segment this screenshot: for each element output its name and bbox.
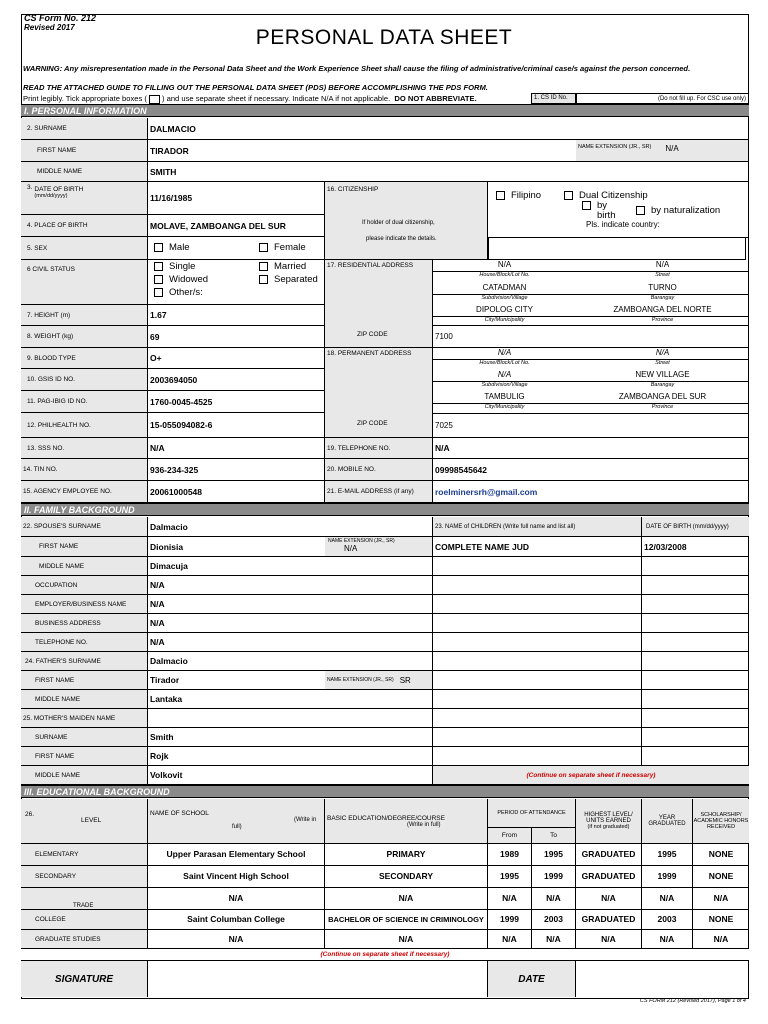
spouse-surname-label: 22. SPOUSE'S SURNAME (21, 517, 148, 537)
section-educational-background: III. EDUCATIONAL BACKGROUND (21, 785, 749, 798)
father-middle-name-label: MIDDLE NAME (21, 690, 148, 709)
children-label: 23. NAME of CHILDREN (Write full name and list all) (433, 517, 642, 537)
sex-label: 5. SEX (21, 237, 148, 260)
mother-first-name-label: FIRST NAME (21, 747, 148, 766)
edu-course-field[interactable]: N/A (325, 888, 488, 910)
perm-barangay-field[interactable]: NEW VILLAGE (635, 370, 690, 379)
edu-highest-field[interactable]: GRADUATED (576, 910, 642, 930)
spouse-first-name-label: FIRST NAME (21, 537, 148, 557)
cs-id-field[interactable]: (Do not fill up. For CSC use only) (576, 93, 749, 104)
mother-middle-name-field[interactable]: Volkovit (148, 766, 433, 785)
res-province-field[interactable]: ZAMBOANGA DEL NORTE (613, 305, 712, 314)
mother-first-name-field[interactable]: Rojk (148, 747, 433, 766)
perm-house-field[interactable]: N/A (497, 348, 512, 357)
agency-employee-label: 15. AGENCY EMPLOYEE NO. (21, 481, 148, 503)
child-dob-field[interactable] (642, 576, 749, 595)
edu-year-field[interactable]: N/A (642, 930, 693, 949)
citizenship-note: If holder of dual citizenship, (362, 220, 435, 226)
date-of-birth-field[interactable]: 11/16/1985 (148, 182, 325, 215)
country-instruction: Pls. indicate country: (586, 220, 660, 229)
child-name-field[interactable]: COMPLETE NAME JUD (433, 537, 642, 557)
perm-province-field[interactable]: ZAMBOANGA DEL SUR (618, 392, 707, 401)
permanent-address-label: 18. PERMANENT ADDRESS (325, 348, 433, 438)
child-name-field[interactable] (433, 709, 642, 728)
blood-type-label: 9. BLOOD TYPE (21, 348, 148, 369)
perm-street-sublabel: Street (655, 360, 670, 366)
signature-label: SIGNATURE (21, 961, 148, 997)
edu-highest-field[interactable]: N/A (576, 888, 642, 910)
edu-course-field[interactable]: SECONDARY (325, 866, 488, 888)
form-number: CS Form No. 212 Revised 2017 (24, 13, 97, 32)
res-city-field[interactable]: DIPOLOG CITY (476, 305, 533, 314)
edu-level-label: ELEMENTARY (21, 844, 148, 866)
edu-school-field[interactable]: N/A (148, 888, 325, 910)
edu-highest-field[interactable]: GRADUATED (576, 866, 642, 888)
edu-year-field[interactable]: N/A (642, 888, 693, 910)
father-first-name-label: FIRST NAME (21, 671, 148, 690)
separated-checkbox[interactable]: Separated (259, 274, 320, 296)
edu-honors-field[interactable]: N/A (693, 888, 749, 910)
edu-honors-field[interactable]: NONE (693, 866, 749, 888)
height-field[interactable]: 1.67 (148, 305, 325, 326)
subdivision-sublabel: Subdivision/Village (481, 295, 528, 301)
edu-to-field[interactable]: 2003 (532, 910, 576, 930)
weight-field[interactable]: 69 (148, 326, 325, 348)
height-label: 7. HEIGHT (m) (21, 305, 148, 326)
edu-honors-field[interactable]: N/A (693, 930, 749, 949)
father-surname-label: 24. FATHER'S SURNAME (21, 652, 148, 671)
single-checkbox[interactable]: Single (154, 261, 195, 272)
res-street-field[interactable]: N/A (655, 260, 670, 269)
print-instructions: Print legibly. Tick appropriate boxes ( ) and use separate sheet if necessary. Indicate N/A if not applicable. DO NOT ABBREVIATE. (23, 94, 477, 103)
edu-to-field[interactable]: N/A (532, 888, 576, 910)
civil-status-label: 6 CIVIL STATUS (21, 260, 148, 305)
child-dob-field[interactable] (642, 747, 749, 766)
by-birth-checkbox[interactable]: by birth (582, 201, 625, 221)
child-name-field[interactable] (433, 652, 642, 671)
edu-highest-field[interactable]: GRADUATED (576, 844, 642, 866)
res-house-field[interactable]: N/A (497, 260, 512, 269)
section-family-background: II. FAMILY BACKGROUND (21, 503, 749, 516)
edu-school-field[interactable]: Saint Vincent High School (148, 866, 325, 888)
business-address-field[interactable]: N/A (148, 614, 433, 633)
mother-maiden-name-field[interactable] (148, 709, 433, 728)
edu-level-label: COLLEGE (21, 910, 148, 930)
edu-highest-header: HIGHEST LEVEL/ UNITS EARNED (if not graduated) (576, 799, 642, 844)
edu-level-label: GRADUATE STUDIES (21, 930, 148, 949)
father-first-name-field[interactable]: Tirador (148, 671, 325, 690)
perm-house-sublabel: House/Block/Lot No. (479, 360, 530, 366)
place-of-birth-field[interactable]: MOLAVE, ZAMBOANGA DEL SUR (148, 215, 325, 237)
gsis-label: 10. GSIS ID NO. (21, 369, 148, 391)
occupation-field[interactable]: N/A (148, 576, 433, 595)
married-checkbox[interactable]: Married (259, 261, 306, 272)
warning-text: WARNING: Any misrepresentation made in the Personal Data Sheet and the Work Experience Sheet shall cause the filing of administrative/criminal case/s against the person concerned. (23, 64, 691, 73)
child-dob-field[interactable] (642, 595, 749, 614)
edu-from-field[interactable]: 1989 (488, 844, 532, 866)
edu-course-field[interactable]: N/A (325, 930, 488, 949)
child-dob-field[interactable] (642, 633, 749, 652)
perm-city-field[interactable]: TAMBULIG (484, 392, 525, 401)
province-sublabel: Province (651, 317, 674, 323)
occupation-label: OCCUPATION (21, 576, 148, 595)
date-field[interactable] (576, 961, 749, 997)
dual-citizenship-checkbox[interactable]: Dual Citizenship (564, 190, 648, 201)
child-name-field[interactable] (433, 614, 642, 633)
philhealth-label: 12. PHILHEALTH NO. (21, 413, 148, 438)
edu-year-header: YEAR GRADUATED (642, 799, 693, 844)
child-dob-field[interactable] (642, 614, 749, 633)
blood-type-field[interactable]: O+ (148, 348, 325, 369)
surname-field[interactable]: DALMACIO (148, 118, 749, 140)
res-subdivision-field[interactable]: CATADMAN (482, 283, 527, 292)
edu-school-field[interactable]: Upper Parasan Elementary School (148, 844, 325, 866)
edu-to-field[interactable]: 1995 (532, 844, 576, 866)
place-of-birth-label: 4. PLACE OF BIRTH (21, 215, 148, 237)
date-label: DATE (488, 961, 576, 997)
res-zip-label: ZIP CODE (357, 331, 388, 338)
edu-honors-field[interactable]: NONE (693, 844, 749, 866)
middle-name-label: MIDDLE NAME (21, 162, 148, 182)
child-dob-field[interactable] (642, 652, 749, 671)
perm-subdivision-field[interactable]: N/A (497, 370, 512, 379)
spouse-telephone-field[interactable]: N/A (148, 633, 433, 652)
mother-surname-field[interactable]: Smith (148, 728, 433, 747)
filipino-checkbox[interactable]: Filipino (496, 190, 541, 201)
perm-city-sublabel: City/Municipality (484, 404, 525, 410)
perm-zip-field[interactable]: 7025 (433, 413, 749, 438)
child-name-field[interactable] (433, 747, 642, 766)
father-middle-name-field[interactable]: Lantaka (148, 690, 433, 709)
perm-province-sublabel: Province (651, 404, 674, 410)
perm-barangay-sublabel: Barangay (650, 382, 675, 388)
edu-from-field[interactable]: N/A (488, 888, 532, 910)
citizenship-note-2: please indicate the details. (366, 236, 437, 242)
edu-from-header: From (488, 828, 532, 844)
first-name-label: FIRST NAME (21, 140, 148, 162)
spouse-first-name-field[interactable]: Dionisia (148, 537, 325, 557)
edu-level-label: SECONDARY (21, 866, 148, 888)
child-name-field[interactable] (433, 671, 642, 690)
edu-period-header: PERIOD OF ATTENDANCE (488, 799, 576, 828)
female-checkbox[interactable]: Female (259, 242, 306, 253)
spouse-name-extension-label: NAME EXTENSION (JR., SR) N/A (325, 537, 433, 557)
sss-field[interactable]: N/A (148, 438, 325, 459)
edu-course-header: BASIC EDUCATION/DEGREE/COURSE (Write in full) (325, 799, 488, 844)
surname-label: 2. SURNAME (21, 118, 148, 140)
edu-school-field[interactable]: N/A (148, 930, 325, 949)
section-personal-information: I. PERSONAL INFORMATION (21, 104, 749, 117)
date-of-birth-label: 3. DATE OF BIRTH (mm/dd/yyyy) (21, 182, 148, 215)
name-extension-field[interactable]: N/A (665, 144, 679, 153)
edu-year-field[interactable]: 2003 (642, 910, 693, 930)
by-naturalization-checkbox[interactable]: by naturalization (636, 205, 720, 216)
pagibig-label: 11. PAG-IBIG ID NO. (21, 391, 148, 413)
pagibig-field[interactable]: 1760-0045-4525 (148, 391, 325, 413)
child-dob-field[interactable] (642, 557, 749, 576)
signature-field[interactable] (148, 961, 488, 997)
email-label: 21. E-MAIL ADDRESS (if any) (325, 481, 433, 503)
father-name-extension-label: NAME EXTENSION (JR., SR) SR (325, 671, 433, 690)
edu-from-field[interactable]: 1995 (488, 866, 532, 888)
spouse-middle-name-label: MIDDLE NAME (21, 557, 148, 576)
edu-from-field[interactable]: N/A (488, 930, 532, 949)
father-name-extension-field[interactable]: SR (399, 675, 411, 685)
edu-level-label: TRADE (21, 888, 148, 910)
child-name-field[interactable] (433, 633, 642, 652)
mother-maiden-name-label: 25. MOTHER'S MAIDEN NAME (21, 709, 148, 728)
telephone-field[interactable]: N/A (433, 438, 749, 459)
edu-level-header: 26. LEVEL (21, 799, 148, 844)
mobile-field[interactable]: 09998545642 (433, 459, 749, 481)
spouse-telephone-label: TELEPHONE NO. (21, 633, 148, 652)
child-dob-field[interactable] (642, 728, 749, 747)
country-field[interactable] (488, 237, 746, 260)
philhealth-field[interactable]: 15-055094082-6 (148, 413, 325, 438)
spouse-surname-field[interactable]: Dalmacio (148, 517, 433, 537)
edu-to-field[interactable]: 1999 (532, 866, 576, 888)
house-sublabel: House/Block/Lot No. (479, 272, 530, 278)
child-dob-field[interactable] (642, 671, 749, 690)
edu-honors-header: SCHOLARSHIP/ ACADEMIC HONORS RECEIVED (693, 799, 749, 844)
spouse-middle-name-field[interactable]: Dimacuja (148, 557, 433, 576)
children-dob-label: DATE OF BIRTH (mm/dd/yyyy) (642, 517, 749, 537)
continue-note-family: (Continue on separate sheet if necessary) (433, 766, 749, 785)
edu-to-header: To (532, 828, 576, 844)
child-name-field[interactable] (433, 690, 642, 709)
widowed-checkbox[interactable]: Widowed (154, 274, 208, 285)
gsis-field[interactable]: 2003694050 (148, 369, 325, 391)
child-name-field[interactable] (433, 557, 642, 576)
email-field[interactable]: roelminersrh@gmail.com (433, 481, 749, 503)
first-name-field[interactable]: TIRADOR (148, 140, 576, 162)
edu-year-field[interactable]: 1995 (642, 844, 693, 866)
page-title: PERSONAL DATA SHEET (255, 26, 513, 49)
telephone-label: 19. TELEPHONE NO. (325, 438, 433, 459)
perm-street-field[interactable]: N/A (655, 348, 670, 357)
spouse-name-extension-field[interactable]: N/A (344, 544, 358, 553)
child-name-field[interactable] (433, 595, 642, 614)
edu-school-field[interactable]: Saint Columban College (148, 910, 325, 930)
cs-id-label: 1. CS ID No. (531, 93, 576, 104)
sample-checkbox (149, 95, 160, 104)
citizenship-label: 16. CITIZENSHIP (325, 182, 488, 260)
page-note: CS FORM 212 (Revised 2017), Page 1 of 4 (639, 998, 746, 1004)
middle-name-field[interactable]: SMITH (148, 162, 749, 182)
mobile-label: 20. MOBILE NO. (325, 459, 433, 481)
business-address-label: BUSINESS ADDRESS (21, 614, 148, 633)
perm-subdivision-sublabel: Subdivision/Village (481, 382, 528, 388)
street-sublabel: Street (655, 272, 670, 278)
tin-label: 14. TIN NO. (21, 459, 148, 481)
child-name-field[interactable] (433, 576, 642, 595)
res-barangay-field[interactable]: TURNO (648, 283, 677, 292)
child-name-field[interactable] (433, 728, 642, 747)
continue-note-education: (Continue on separate sheet if necessary) (21, 949, 749, 961)
edu-school-header: NAME OF SCHOOL (Write in full) (148, 799, 325, 844)
edu-honors-field[interactable]: NONE (693, 910, 749, 930)
edu-course-field[interactable]: PRIMARY (325, 844, 488, 866)
mother-middle-name-label: MIDDLE NAME (21, 766, 148, 785)
others-checkbox[interactable]: Other/s: (154, 287, 203, 298)
edu-highest-field[interactable]: N/A (576, 930, 642, 949)
edu-course-field[interactable]: BACHELOR OF SCIENCE IN CRIMINOLOGY (325, 910, 488, 930)
agency-employee-field[interactable]: 20061000548 (148, 481, 325, 503)
tin-field[interactable]: 936-234-325 (148, 459, 325, 481)
perm-zip-label: ZIP CODE (357, 420, 388, 427)
city-sublabel: City/Municipality (484, 317, 525, 323)
res-zip-field[interactable]: 7100 (433, 325, 749, 348)
read-guide-text: READ THE ATTACHED GUIDE TO FILLING OUT THE PERSONAL DATA SHEET (PDS) BEFORE ACCOMPLISHING THE PDS FORM. (23, 83, 488, 92)
name-extension-label: NAME EXTENSION (JR., SR) N/A (576, 140, 749, 162)
residential-address-label: 17. RESIDENTIAL ADDRESS (325, 260, 433, 348)
sss-label: 13. SSS NO. (21, 438, 148, 459)
weight-label: 8. WEIGHT (kg) (21, 326, 148, 348)
child-dob-field[interactable] (642, 709, 749, 728)
edu-to-field[interactable]: N/A (532, 930, 576, 949)
child-dob-field[interactable] (642, 690, 749, 709)
child-dob-field[interactable]: 12/03/2008 (642, 537, 749, 557)
employer-field[interactable]: N/A (148, 595, 433, 614)
barangay-sublabel: Barangay (650, 295, 675, 301)
father-surname-field[interactable]: Dalmacio (148, 652, 433, 671)
edu-from-field[interactable]: 1999 (488, 910, 532, 930)
edu-year-field[interactable]: 1999 (642, 866, 693, 888)
male-checkbox[interactable]: Male (154, 242, 190, 253)
mother-surname-label: SURNAME (21, 728, 148, 747)
employer-label: EMPLOYER/BUSINESS NAME (21, 595, 148, 614)
